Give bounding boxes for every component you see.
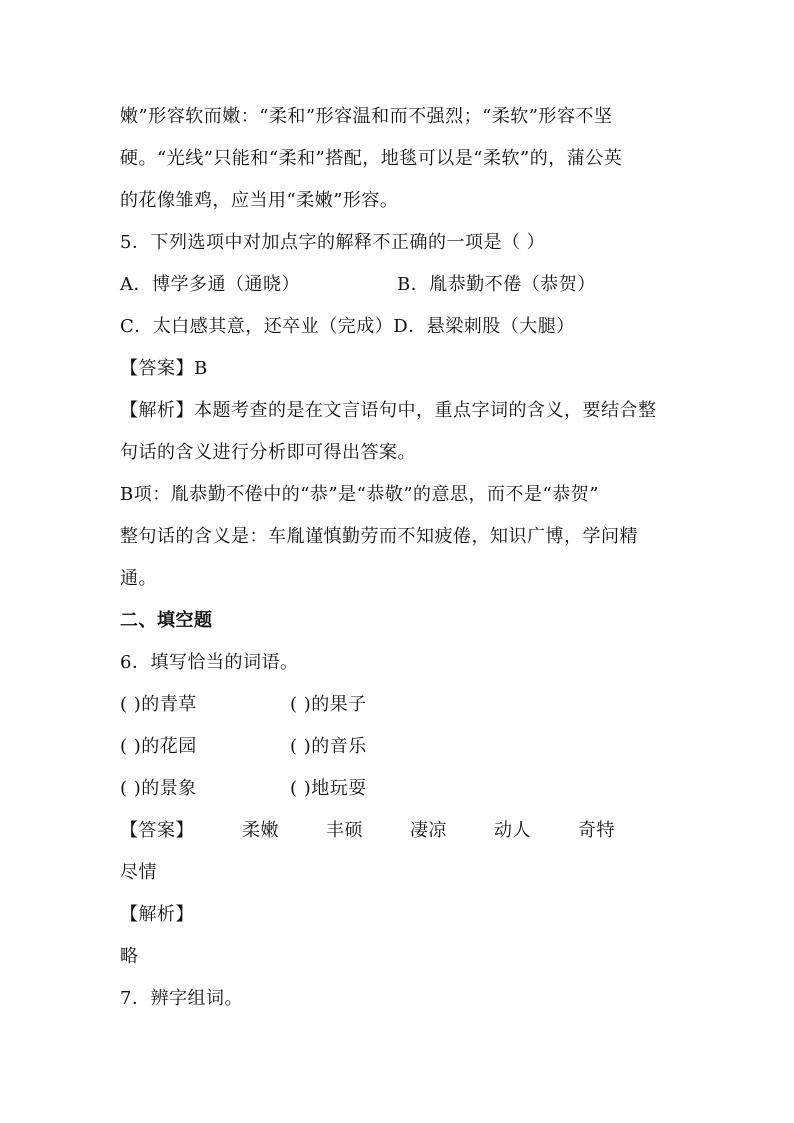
question-5-options-cd: C．太白感其意，还卒业（完成）D．悬梁刺股（大腿） [120,316,575,337]
analysis-5-line: 句话的含义进行分析即可得出答案。 [120,442,416,463]
question-5-option-b: B．胤恭勤不倦（恭贺） [397,274,596,295]
analysis-5-line: B项：胤恭勤不倦中的“恭”是“恭敬”的意思，而不是“恭贺” [120,484,599,505]
fill-blank-item: ( )地玩耍 [290,778,367,799]
answer-word: 凄凉 [410,820,447,841]
answer-6-row [120,819,680,843]
answer-word: 尽情 [120,862,157,883]
text-line: 嫩”形容软而嫩：“柔和”形容温和而不强烈；“柔软”形容不坚 [120,106,613,127]
analysis-6-label: 【解析】 [120,904,194,925]
analysis-5-line: 通。 [120,568,157,589]
section-heading: 二、填空题 [120,610,213,631]
fill-blank-item: ( )的音乐 [290,736,367,757]
answer-word: 丰硕 [326,820,363,841]
analysis-5-line: 【解析】本题考查的是在文言语句中，重点字词的含义，要结合整 [120,400,657,421]
text-line: 的花像雏鸡，应当用“柔嫩”形容。 [120,190,399,211]
question-5: 5．下列选项中对加点字的解释不正确的一项是（ ） [120,232,546,253]
fill-blank-item: ( )的景象 [120,778,197,799]
answer-5: 【答案】B [120,358,208,379]
fill-blank-item: ( )的果子 [290,694,367,715]
answer-6-label: 【答案】 [120,820,194,841]
analysis-6-text: 略 [120,946,139,967]
text-line: 硬。“光线”只能和“柔和”搭配，地毯可以是“柔软”的，蒲公英 [120,148,623,169]
answer-word: 动人 [494,820,531,841]
answer-word: 柔嫩 [242,820,279,841]
fill-blank-item: ( )的花园 [120,736,197,757]
question-5-option-a: A．博学多通（通晓） [120,274,300,295]
question-6: 6．填写恰当的词语。 [120,652,299,673]
fill-blank-item: ( )的青草 [120,694,197,715]
question-7: 7．辨字组词。 [120,988,243,1009]
analysis-5-line: 整句话的含义是：车胤谨慎勤劳而不知疲倦，知识广博，学问精 [120,526,638,547]
answer-word: 奇特 [578,820,615,841]
